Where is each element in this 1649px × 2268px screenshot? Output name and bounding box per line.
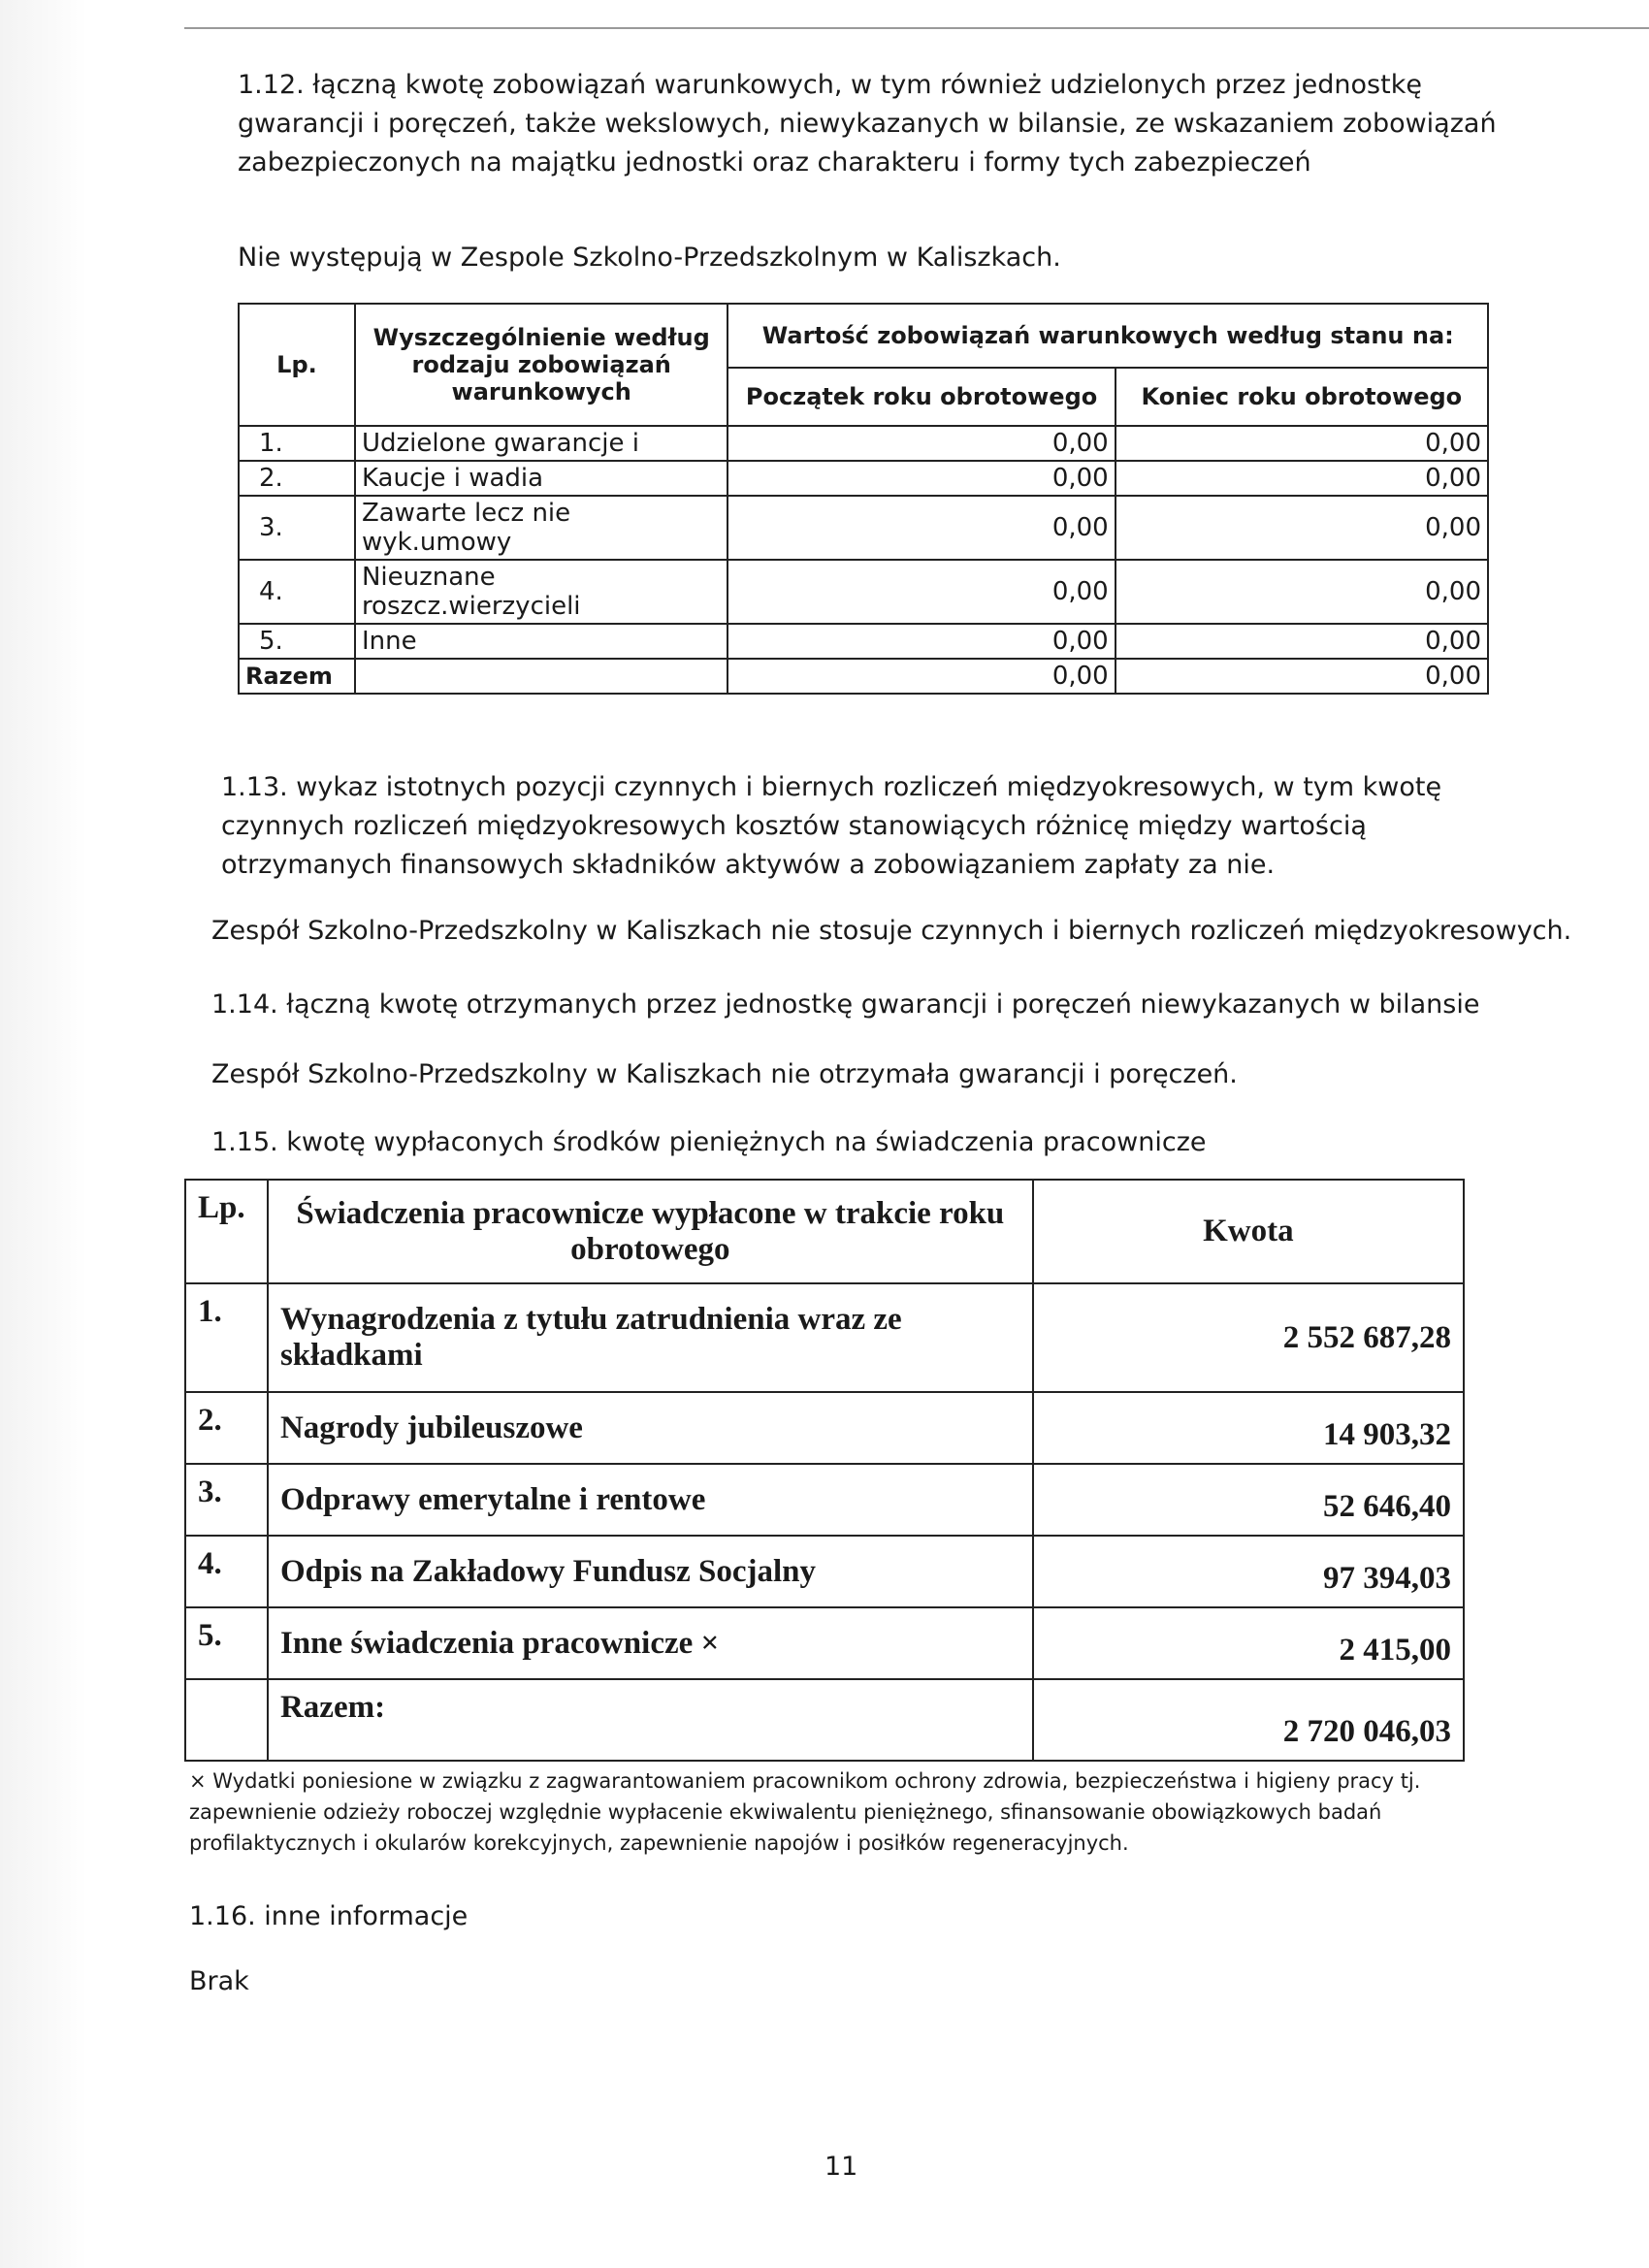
scan-edge-top: [184, 0, 1649, 29]
total-amount: 2 720 046,03: [1033, 1679, 1464, 1761]
row-desc: Kaucje i wadia: [355, 461, 728, 496]
table-row: [239, 560, 1488, 624]
row-lp: 4.: [239, 560, 355, 624]
row-end-value: 0,00: [1116, 560, 1488, 624]
total-desc-empty: [355, 659, 728, 694]
row-lp: 3.: [239, 496, 355, 560]
col-desc-header: Świadczenia pracownicze wypłacone w trakcie roku obrotowego: [268, 1180, 1033, 1283]
row-amount: 97 394,03: [1033, 1536, 1464, 1607]
row-amount: 52 646,40: [1033, 1464, 1464, 1536]
row-start-value: 0,00: [728, 461, 1115, 496]
table-row: [239, 624, 1488, 659]
conditional-liabilities-table: [238, 303, 1489, 695]
col-lp-header: Lp.: [185, 1180, 268, 1283]
col-start-header: Początek roku obrotowego: [728, 368, 1115, 426]
row-end-value: 0,00: [1116, 496, 1488, 560]
row-desc: Udzielone gwarancje i: [355, 426, 728, 461]
table-row: [185, 1392, 1464, 1464]
total-end-value: 0,00: [1116, 659, 1488, 694]
section-1-14-heading: 1.14. łączną kwotę otrzymanych przez jednostkę gwarancji i poręczeń niewykazanych w bilansie: [211, 989, 1480, 1020]
table-row: [185, 1536, 1464, 1607]
row-amount: 14 903,32: [1033, 1392, 1464, 1464]
row-desc: Nagrody jubileuszowe: [268, 1392, 1033, 1464]
row-desc: Inne: [355, 624, 728, 659]
row-end-value: 0,00: [1116, 426, 1488, 461]
col-lp-header: Lp.: [239, 304, 355, 426]
col-desc-header: Wyszczególnienie według rodzaju zobowiązań warunkowych: [355, 304, 728, 426]
row-amount: 2 415,00: [1033, 1607, 1464, 1679]
page-number: 11: [824, 2152, 858, 2182]
col-group-header: Wartość zobowiązań warunkowych według stanu na:: [728, 304, 1488, 368]
section-1-14-note: Zespół Szkolno-Przedszkolny w Kaliszkach nie otrzymała gwarancji i poręczeń.: [211, 1059, 1238, 1089]
table-row: [185, 1464, 1464, 1536]
row-desc: Zawarte lecz nie wyk.umowy: [355, 496, 728, 560]
total-label: Razem: [239, 659, 355, 694]
row-start-value: 0,00: [728, 426, 1115, 461]
table-row: [185, 1607, 1464, 1679]
row-lp: 3.: [185, 1464, 268, 1536]
row-start-value: 0,00: [728, 496, 1115, 560]
section-1-16-heading: 1.16. inne informacje: [189, 1901, 469, 1931]
col-amount-header: Kwota: [1033, 1180, 1464, 1283]
table-row: [239, 496, 1488, 560]
row-lp: 4.: [185, 1536, 268, 1607]
table-row: [185, 1283, 1464, 1392]
row-desc: Inne świadczenia pracownicze ×: [268, 1607, 1033, 1679]
row-amount: 2 552 687,28: [1033, 1283, 1464, 1392]
footnote: × Wydatki poniesione w związku z zagwarantowaniem pracownikom ochrony zdrowia, bezpieczeństwa i higieny pracy tj. zapewnienie odzieży roboczej względnie wypłacenie ekwiwalentu pieniężnego, sfinansowanie obowiązkowych badań profilaktycznych i okularów korekcyjnych, zapewnienie napojów i posiłków regeneracyjnych.: [189, 1769, 1421, 1855]
row-desc: Nieuznane roszcz.wierzycieli: [355, 560, 728, 624]
table-total-row: [239, 659, 1488, 694]
section-1-15-heading: 1.15. kwotę wypłaconych środków pieniężnych na świadczenia pracownicze: [211, 1127, 1207, 1157]
row-start-value: 0,00: [728, 560, 1115, 624]
col-end-header: Koniec roku obrotowego: [1116, 368, 1488, 426]
section-1-12-heading: 1.12. łączną kwotę zobowiązań warunkowych, w tym również udzielonych przez jednostkę gwarancji i poręczeń, także wekslowych, niewykazanych w bilansie, ze wskazaniem zobowiązań zabezpieczonych na majątku jednostki oraz charakteru i formy tych zabezpieczeń: [238, 70, 1497, 178]
row-desc: Odpis na Zakładowy Fundusz Socjalny: [268, 1536, 1033, 1607]
row-desc: Odprawy emerytalne i rentowe: [268, 1464, 1033, 1536]
row-lp: 1.: [239, 426, 355, 461]
scan-edge-left: [0, 0, 87, 2268]
row-end-value: 0,00: [1116, 461, 1488, 496]
row-lp: 5.: [239, 624, 355, 659]
row-lp: 2.: [185, 1392, 268, 1464]
table-total-row: [185, 1679, 1464, 1761]
row-desc: Wynagrodzenia z tytułu zatrudnienia wraz ze składkami: [268, 1283, 1033, 1392]
section-1-13-heading: 1.13. wykaz istotnych pozycji czynnych i biernych rozliczeń międzyokresowych, w tym kwotę czynnych rozliczeń międzyokresowych kosztów stanowiących różnicę między wartością otrzymanych finansowych składników aktywów a zobowiązaniem zapłaty za nie.: [221, 772, 1442, 880]
row-lp: 1.: [185, 1283, 268, 1392]
section-1-12-note: Nie występują w Zespole Szkolno-Przedszkolnym w Kaliszkach.: [238, 243, 1061, 273]
employee-benefits-table: [184, 1179, 1465, 1762]
row-end-value: 0,00: [1116, 624, 1488, 659]
total-label: Razem:: [268, 1679, 1033, 1761]
total-lp-empty: [185, 1679, 268, 1761]
row-start-value: 0,00: [728, 624, 1115, 659]
table-row: [239, 426, 1488, 461]
section-1-16-note: Brak: [189, 1966, 249, 1996]
row-lp: 5.: [185, 1607, 268, 1679]
row-lp: 2.: [239, 461, 355, 496]
total-start-value: 0,00: [728, 659, 1115, 694]
table-row: [239, 461, 1488, 496]
section-1-13-note: Zespół Szkolno-Przedszkolny w Kaliszkach nie stosuje czynnych i biernych rozliczeń międzyokresowych.: [211, 916, 1572, 946]
